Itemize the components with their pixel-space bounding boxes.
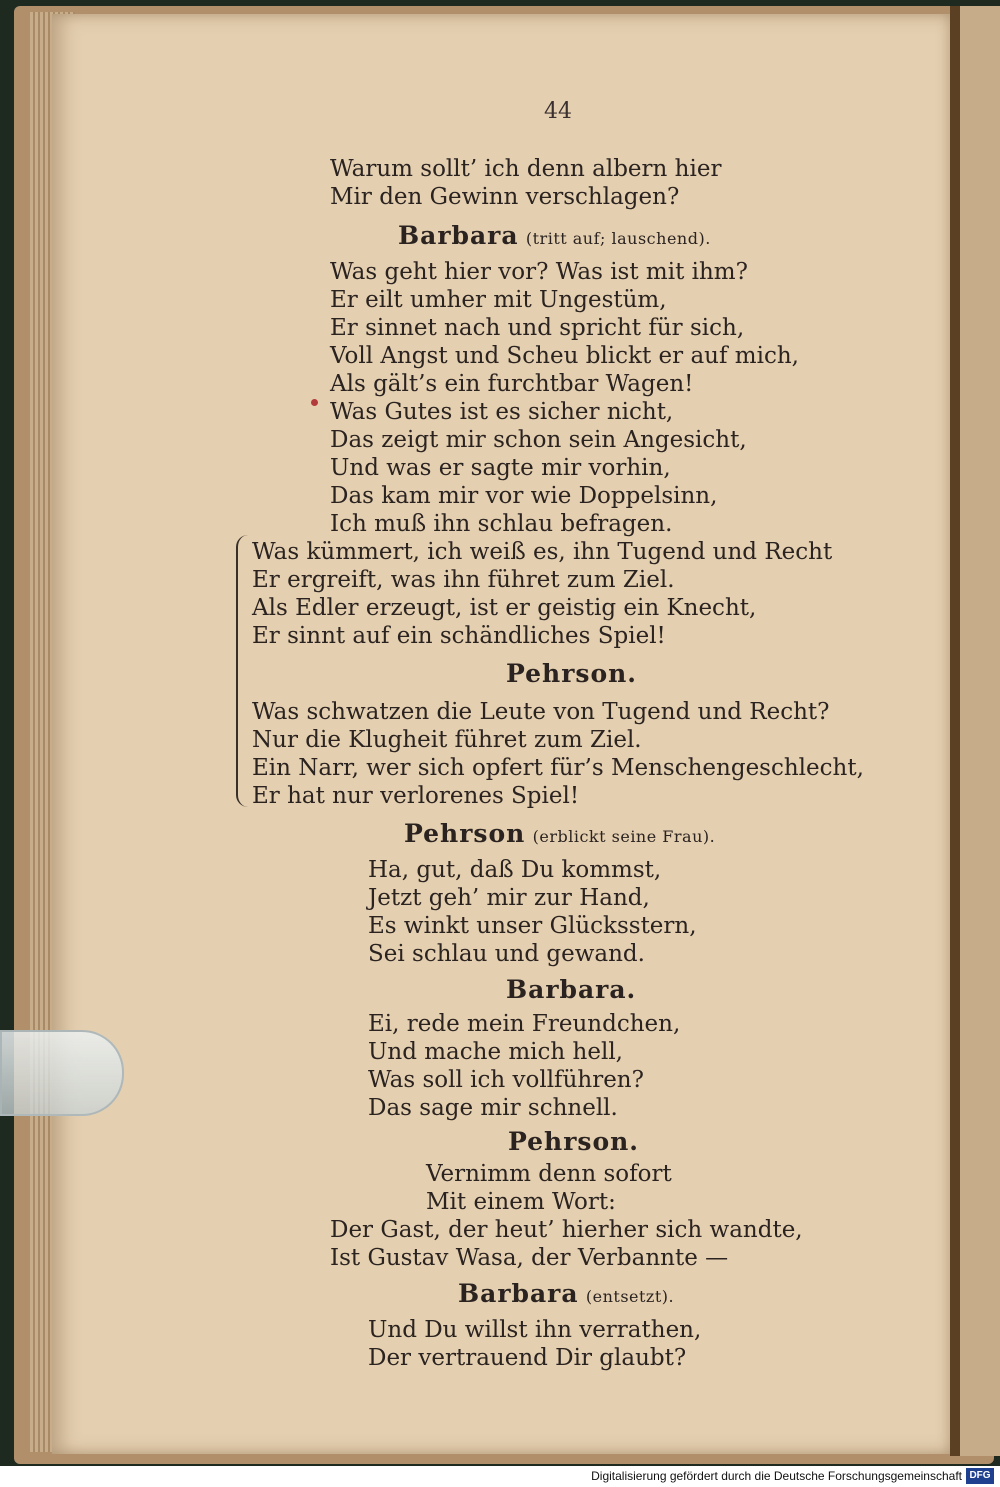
verse-line: Was Gutes ist es sicher nicht, — [330, 399, 674, 425]
speaker-heading — [404, 820, 715, 851]
verse-line: Was schwatzen die Leute von Tugend und Recht? — [252, 699, 830, 725]
verse-line: Das kam mir vor wie Doppelsinn, — [330, 483, 718, 509]
verse-line: Voll Angst und Scheu blickt er auf mich, — [330, 343, 799, 369]
stage-direction: (tritt auf; lauschend). — [525, 229, 711, 248]
speaker-name: Pehrson — [404, 819, 526, 848]
speaker-heading — [398, 222, 711, 253]
verse-line: Und mache mich hell, — [368, 1039, 623, 1065]
speaker-name: Pehrson. — [508, 1127, 640, 1156]
verse-line: Das zeigt mir schon sein Angesicht, — [330, 427, 747, 453]
speaker-name: Barbara — [458, 1279, 579, 1308]
verse-line: Es winkt unser Glücksstern, — [368, 913, 697, 939]
speaker-name: Barbara. — [506, 975, 637, 1004]
verse-line: Und Du willst ihn verrathen, — [368, 1317, 702, 1343]
verse-line: Er eilt umher mit Ungestüm, — [330, 287, 667, 313]
verse-line: Ein Narr, wer sich opfert für’s Menschengeschlecht, — [252, 755, 864, 781]
funding-credit: Digitalisierung gefördert durch die Deutsche Forschungsgemeinschaft — [591, 1469, 962, 1483]
verse-line: Mit einem Wort: — [426, 1189, 616, 1215]
verse-line: Der Gast, der heut’ hierher sich wandte, — [330, 1217, 803, 1243]
stage-direction: (erblickt seine Frau). — [532, 827, 716, 846]
verse-line: Er hat nur verlorenes Spiel! — [252, 783, 580, 809]
verse-line: Ich muß ihn schlau befragen. — [330, 511, 673, 537]
verse-line: Ei, rede mein Freundchen, — [368, 1011, 681, 1037]
verse-line: Er sinnet nach und spricht für sich, — [330, 315, 745, 341]
verse-line: Vernimm denn sofort — [426, 1161, 672, 1187]
speaker-heading — [506, 976, 636, 1005]
dfg-logo: DFG — [966, 1468, 994, 1484]
verse-line: Nur die Klugheit führet zum Ziel. — [252, 727, 642, 753]
verse-line: Als Edler erzeugt, ist er geistig ein Knecht, — [252, 595, 757, 621]
stage-direction: (entsetzt). — [585, 1287, 675, 1306]
verse-line: Er ergreift, was ihn führet zum Ziel. — [252, 567, 675, 593]
verse-line: Was soll ich vollführen? — [368, 1067, 644, 1093]
page-clip — [0, 1030, 124, 1116]
verse-line: Ha, gut, daß Du kommst, — [368, 857, 662, 883]
verse-line: Der vertrauend Dir glaubt? — [368, 1345, 687, 1371]
duet-bracket — [236, 535, 248, 807]
verse-line: Das sage mir schnell. — [368, 1095, 618, 1121]
verse-line: Ist Gustav Wasa, der Verbannte — — [330, 1245, 729, 1271]
page-number: 44 — [544, 99, 572, 124]
verse-line: Warum sollt’ ich denn albern hier — [330, 156, 722, 182]
verse-line: Als gält’s ein furchtbar Wagen! — [330, 371, 694, 397]
next-page-edge — [950, 6, 1000, 1456]
speaker-name: Pehrson. — [506, 659, 638, 688]
verse-line: Jetzt geh’ mir zur Hand, — [368, 885, 650, 911]
verse-line: Was geht hier vor? Was ist mit ihm? — [330, 259, 748, 285]
speaker-heading — [506, 660, 637, 689]
verse-line: Mir den Gewinn verschlagen? — [330, 184, 680, 210]
margin-mark — [311, 399, 318, 406]
verse-line: Und was er sagte mir vorhin, — [330, 455, 671, 481]
verse-line: Was kümmert, ich weiß es, ihn Tugend und Recht — [252, 539, 833, 565]
speaker-heading — [458, 1280, 674, 1311]
speaker-heading — [508, 1128, 639, 1157]
verse-line: Er sinnt auf ein schändliches Spiel! — [252, 623, 666, 649]
verse-line: Sei schlau und gewand. — [368, 941, 645, 967]
speaker-name: Barbara — [398, 221, 519, 250]
footer-bar — [0, 1466, 1000, 1487]
